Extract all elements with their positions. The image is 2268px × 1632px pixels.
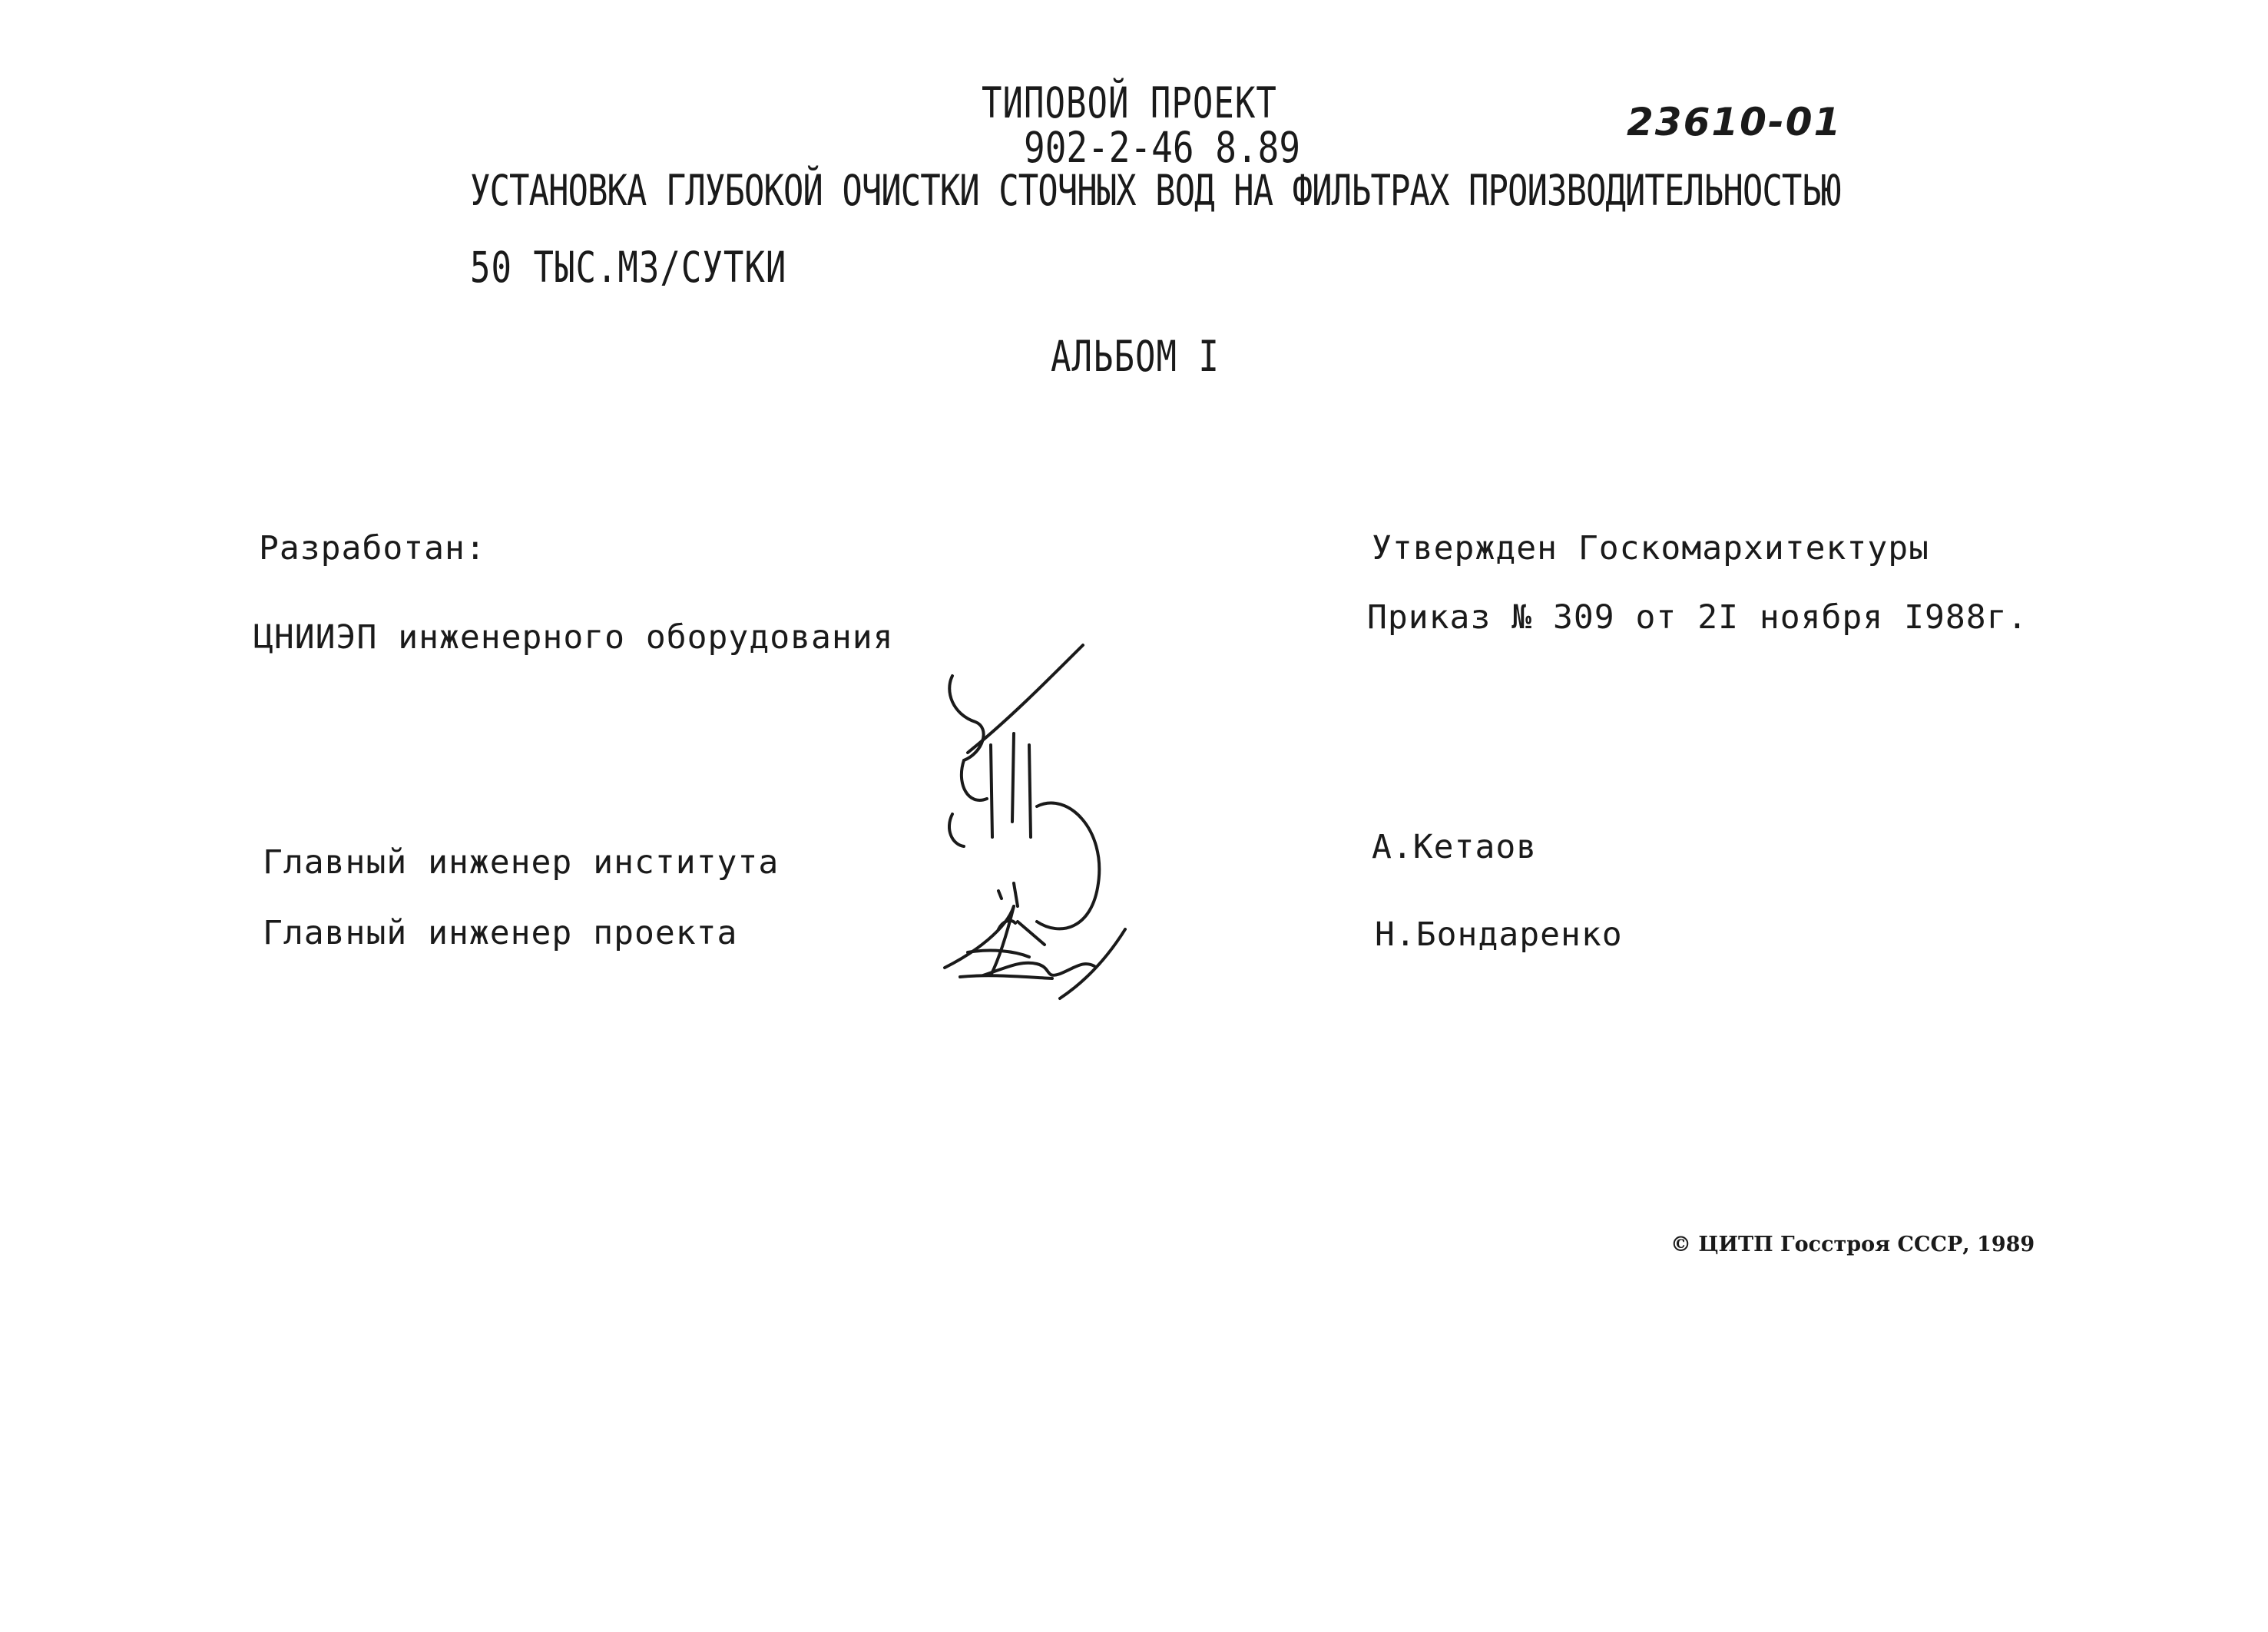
chief-engineer-project-name: Н.Бондаренко <box>1375 915 1623 954</box>
chief-engineer-project-label: Главный инженер проекта <box>263 914 738 952</box>
developer-organization: ЦНИИЭП инженерного оборудования <box>253 618 894 657</box>
project-number: 902-2-46 8.89 <box>1024 122 1301 172</box>
chief-engineer-institute-name: А.Кетаов <box>1372 828 1538 866</box>
album-label: АЛЬБОМ I <box>1051 333 1220 382</box>
series-label: ТИПОВОЙ ПРОЕКТ <box>982 79 1277 128</box>
developed-label: Разработан: <box>259 529 486 568</box>
project-title-line1: УСТАНОВКА ГЛУБОКОЙ ОЧИСТКИ СТОЧНЫХ ВОД НА ФИЛЬТРАХ ПРОИЗВОДИТЕЛЬНОСТЬЮ <box>470 167 1841 216</box>
signature-chief-engineer-project <box>929 883 1144 1006</box>
copyright-notice: © ЦИТП Госстроя СССР, 1989 <box>1670 1233 2035 1256</box>
approval-order: Приказ № 309 от 2I ноября I988г. <box>1367 598 2028 637</box>
project-title-line2: 50 ТЫС.М3/СУТКИ <box>470 243 787 293</box>
catalog-code-stamp: 23610-01 <box>1627 100 1843 144</box>
chief-engineer-institute-label: Главный инженер института <box>263 843 780 882</box>
approved-by: Утвержден Госкомархитектуры <box>1372 529 1929 568</box>
